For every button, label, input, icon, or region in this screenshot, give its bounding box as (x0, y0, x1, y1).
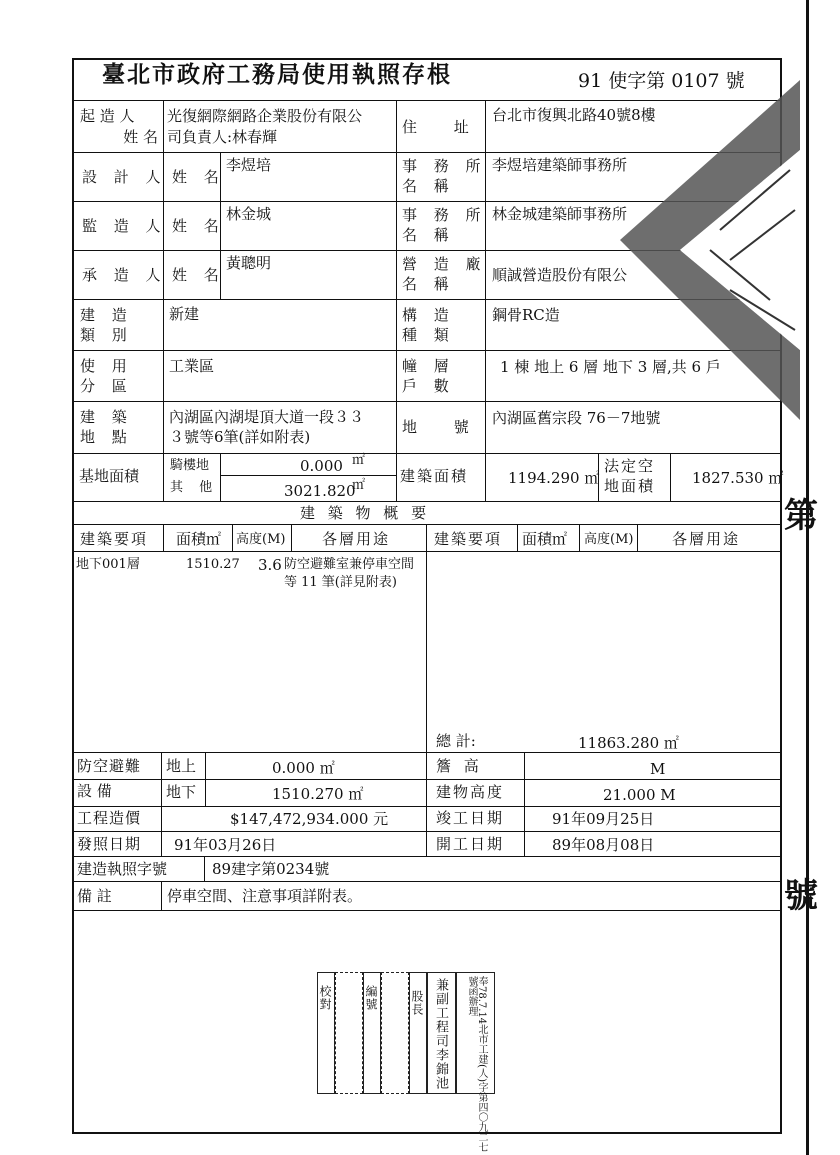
legal-area-label-a: 法定空 (604, 457, 656, 475)
rule (72, 524, 782, 525)
diagonal-seal (610, 60, 810, 440)
finish-date-value: 91年09月25日 (552, 810, 655, 828)
start-date-label: 開工日期 (436, 835, 505, 853)
rule (291, 524, 292, 551)
summary-header-area-2: 面積㎡ (522, 530, 568, 548)
shelter-below-value: 1510.270 ㎡ (272, 785, 364, 803)
finish-date-label: 竣工日期 (436, 809, 505, 827)
other-value: 3021.820 (284, 482, 356, 500)
rule (163, 524, 164, 551)
rule (72, 910, 782, 911)
rule (163, 453, 164, 501)
floors-value: 1 棟 地上 6 層 地下 3 層,共 6 戶 (500, 358, 721, 376)
stamp-section-chief: 股長 (410, 990, 424, 1016)
shelter-below-label: 地下 (166, 783, 197, 801)
cost-label: 工程造價 (77, 809, 142, 827)
build-area-value: 1194.290 ㎡ (508, 469, 600, 487)
rule (221, 475, 396, 476)
summary-total-label: 總 計: (436, 732, 476, 750)
contractor-office-value: 順誠營造股份有限公 (492, 266, 628, 284)
arcade-unit: ㎡ (352, 453, 366, 468)
legal-area-label-b: 地面積 (604, 477, 656, 495)
designer-office-label-b: 名 稱 (402, 177, 455, 195)
summary-total-value: 11863.280 ㎡ (578, 734, 679, 752)
remarks-label: 備 註 (77, 887, 112, 905)
floors-label-a: 幢 層 (402, 357, 455, 375)
rule (426, 524, 427, 831)
contractor-office-label-b: 名 稱 (402, 275, 455, 293)
summary-header-height: 高度(M) (236, 532, 286, 547)
supervisor-label: 監 造 人 (82, 217, 167, 235)
build-type-label-b: 類 別 (80, 326, 133, 344)
designer-office-value: 李煜培建築師事務所 (492, 156, 628, 174)
rule (161, 752, 162, 856)
permit-number: 91 使字第 0107 號 (578, 70, 745, 92)
arcade-value: 0.000 (300, 457, 343, 475)
form-title: 臺北市政府工務局使用執照存根 (102, 61, 452, 88)
margin-char-di: 第 (784, 496, 818, 536)
use-zone-label-a: 使 用 (80, 357, 133, 375)
contractor-name-label: 姓 名 (172, 266, 225, 284)
summary-use-2: 等 11 筆(詳見附表) (284, 575, 397, 590)
rule (517, 524, 518, 551)
issue-date-label: 發照日期 (77, 835, 142, 853)
designer-office-label-a: 事 務 所 (402, 157, 487, 175)
designer-name-label: 姓 名 (172, 168, 225, 186)
remarks-value: 停車空間、注意事項詳附表。 (167, 887, 363, 905)
rule (670, 453, 671, 501)
summary-header-item: 建築要項 (80, 530, 149, 548)
shelter-above-value: 0.000 ㎡ (272, 759, 335, 777)
rule (396, 100, 397, 501)
rule (637, 524, 638, 551)
location-label-b: 地 點 (80, 428, 133, 446)
supervisor-office-label-b: 名 稱 (402, 226, 455, 244)
structure-value: 鋼骨RC造 (492, 306, 560, 324)
rule (485, 453, 486, 501)
rule (72, 551, 782, 552)
designer-value: 李煜培 (226, 156, 272, 174)
summary-header-use-2: 各層用途 (672, 530, 741, 548)
other-unit: ㎡ (352, 478, 366, 493)
rule (205, 752, 206, 806)
contractor-office-label-a: 營 造 廠 (402, 255, 487, 273)
issue-date-value: 91年03月26日 (174, 836, 277, 854)
builder-label-b: 姓 名 (123, 128, 158, 146)
supervisor-office-label-a: 事 務 所 (402, 206, 487, 224)
rule (220, 453, 221, 501)
rule (204, 856, 205, 881)
summary-height: 3.6 (258, 556, 282, 574)
stamp-seal (381, 972, 409, 1094)
height-label: 建物高度 (436, 783, 505, 801)
legal-area-value: 1827.530 ㎡ (692, 469, 784, 487)
eave-label: 簷 高 (436, 757, 483, 775)
stamp-number: 編號 (364, 985, 378, 1011)
location-value-2: ３號等6筆(詳如附表) (169, 428, 311, 446)
summary-use: 防空避難室兼停車空間 (284, 557, 415, 572)
rule (485, 100, 486, 453)
supervisor-value: 林金城 (226, 205, 272, 223)
contractor-value: 黃聰明 (226, 254, 272, 272)
stamp-engineer: 兼副工程司李錦池 (433, 978, 448, 1090)
rule (232, 524, 233, 551)
contractor-label: 承 造 人 (82, 266, 167, 284)
use-zone-label-b: 分 區 (80, 377, 133, 395)
eave-value: M (650, 760, 666, 778)
summary-header-height-2: 高度(M) (584, 532, 634, 547)
structure-label-a: 構 造 (402, 306, 455, 324)
summary-header-area: 面積㎡ (176, 530, 222, 548)
address-label: 住 址 (402, 118, 485, 136)
shelter-label-a: 防空避難 (77, 757, 142, 775)
rule (72, 881, 782, 882)
build-type-label-a: 建 造 (80, 306, 133, 324)
summary-title: 建 築 物 概 要 (300, 504, 431, 522)
rule (72, 453, 782, 454)
rule (72, 501, 782, 502)
start-date-value: 89年08月08日 (552, 836, 655, 854)
rule (163, 779, 426, 780)
build-type-value: 新建 (169, 305, 200, 323)
rule (161, 881, 162, 910)
structure-label-b: 種 類 (402, 326, 455, 344)
summary-header-item-2: 建築要項 (434, 530, 503, 548)
designer-label: 設 計 人 (82, 168, 167, 186)
builder-value: 光復網際網路企業股份有限公 (167, 107, 363, 125)
supervisor-name-label: 姓 名 (172, 217, 225, 235)
other-label: 其 他 (170, 480, 219, 495)
rule (72, 831, 782, 832)
location-value: 內湖區內湖堤頂大道一段３３ (169, 408, 365, 426)
height-value: 21.000 M (603, 786, 676, 804)
shelter-above-label: 地上 (166, 757, 197, 775)
build-area-label: 建築面積 (400, 467, 469, 485)
site-area-label: 基地面積 (79, 467, 140, 485)
stamp-authority: 奉78.7.14北市工建(人)字第四〇九二七號函辦理 (466, 976, 487, 1152)
stamp-seal (335, 972, 363, 1094)
address-value: 台北市復興北路40號8樓 (492, 106, 656, 124)
location-label-a: 建 築 (80, 408, 133, 426)
rule (579, 524, 580, 551)
builder-value-2: 司負責人:林春輝 (167, 128, 278, 146)
supervisor-office-value: 林金城建築師事務所 (492, 205, 628, 223)
lot-value: 內湖區舊宗段 76－7地號 (492, 409, 661, 427)
rule (72, 856, 782, 857)
stamp-proofread: 校對 (318, 985, 332, 1011)
summary-header-use: 各層用途 (322, 530, 391, 548)
arcade-label: 騎樓地 (170, 458, 210, 473)
lot-label: 地 號 (402, 418, 485, 436)
rule (524, 752, 525, 856)
rule (72, 752, 782, 753)
builder-label-a: 起 造 人 (80, 107, 135, 125)
permit-label: 建造執照字號 (77, 860, 168, 878)
rule (72, 806, 782, 807)
cost-value: $147,472,934.000 元 (230, 810, 389, 828)
margin-char-hao: 號 (784, 876, 818, 916)
summary-item: 地下001層 (76, 557, 140, 572)
floors-label-b: 戶 數 (402, 377, 455, 395)
summary-area: 1510.27 (186, 557, 240, 572)
rule (426, 831, 427, 856)
permit-value: 89建字第0234號 (212, 860, 330, 878)
shelter-label-b: 設 備 (77, 782, 112, 800)
use-zone-value: 工業區 (169, 357, 215, 375)
